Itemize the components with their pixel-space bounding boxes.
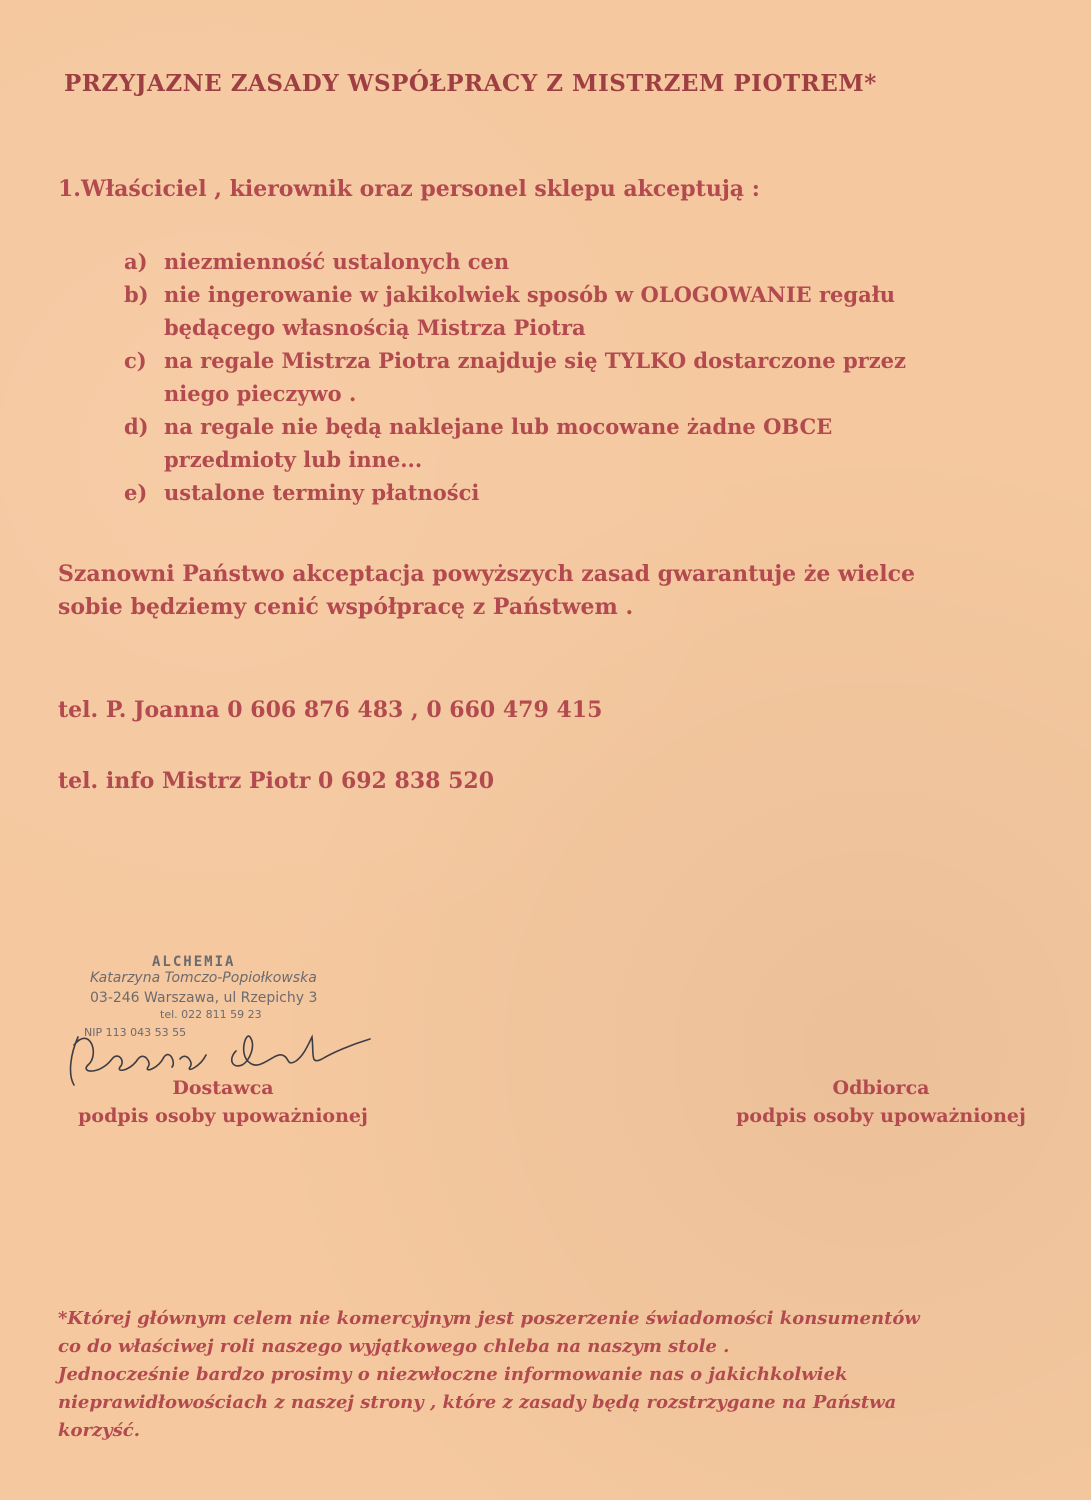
footnote-line: *Której głównym celem nie komercyjnym jest poszerzenie świadomości konsumentów [58, 1308, 920, 1329]
list-item-continuation: będącego własnością Mistrza Piotra [164, 315, 586, 340]
intro-line: 1.Właściciel , kierownik oraz personel sklepu akceptują : [58, 176, 760, 202]
list-item-continuation: niego pieczywo . [164, 381, 357, 406]
stamp-nip: NIP 113 043 53 55 [84, 1026, 187, 1039]
recipient-caption: podpis osoby upoważnionej [736, 1105, 1026, 1127]
list-item [124, 344, 906, 377]
phone-joanna: tel. P. Joanna 0 606 876 483 , 0 660 479 415 [58, 697, 603, 723]
list-marker: d) [124, 414, 149, 439]
list-marker: c) [124, 348, 147, 373]
stamp-owner: Katarzyna Tomczo-Popiołkowska [90, 970, 317, 986]
list-item-text: nie ingerowanie w jakikolwiek sposób w OLOGOWANIE regału [164, 282, 896, 307]
footnote-line: nieprawidłowościach z naszej strony , które z zasady będą rozstrzygane na Państwa [58, 1392, 897, 1413]
supplier-signature-block [58, 1074, 388, 1130]
list-item-text: ustalone terminy płatności [164, 480, 480, 505]
supplier-role: Dostawca [172, 1077, 274, 1099]
list-marker: a) [124, 249, 148, 274]
list-marker: b) [124, 282, 149, 307]
supplier-caption: podpis osoby upoważnionej [78, 1105, 368, 1127]
list-item-text: niezmienność ustalonych cen [164, 249, 510, 274]
recipient-role: Odbiorca [832, 1077, 930, 1099]
list-item [124, 410, 906, 443]
list-item-text: na regale Mistrza Piotra znajduje się TYLKO dostarczone przez [164, 348, 906, 373]
stamp-tel: tel. 022 811 59 23 [160, 1008, 262, 1021]
phone-piotr: tel. info Mistrz Piotr 0 692 838 520 [58, 768, 495, 794]
closing-paragraph [58, 558, 915, 624]
rules-list [124, 245, 906, 509]
stamp-address: 03-246 Warszawa, ul Rzepichy 3 [90, 990, 318, 1006]
footnote-line: co do właściwej roli naszego wyjątkowego chleba na naszym stole . [58, 1336, 730, 1357]
footnote [58, 1305, 920, 1445]
footnote-line: Jednocześnie bardzo prosimy o niezwłoczne informowanie nas o jakichkolwiek [58, 1364, 848, 1385]
list-item-continuation: przedmioty lub inne... [164, 447, 423, 472]
list-marker: e) [124, 480, 148, 505]
list-item-text: na regale nie będą naklejane lub mocowane żadne OBCE [164, 414, 833, 439]
list-item [124, 476, 906, 509]
list-item [124, 278, 906, 311]
list-item [124, 245, 906, 278]
footnote-line: korzyść. [58, 1420, 141, 1441]
stamp-company-name: ALCHEMIA [152, 954, 236, 970]
document-title: PRZYJAZNE ZASADY WSPÓŁPRACY Z MISTRZEM PIOTREM* [64, 70, 877, 97]
closing-line-2: sobie będziemy cenić współpracę z Państwem . [58, 594, 634, 620]
recipient-signature-block [716, 1074, 1046, 1130]
closing-line-1: Szanowni Państwo akceptacja powyższych zasad gwarantuje że wielce [58, 561, 916, 587]
